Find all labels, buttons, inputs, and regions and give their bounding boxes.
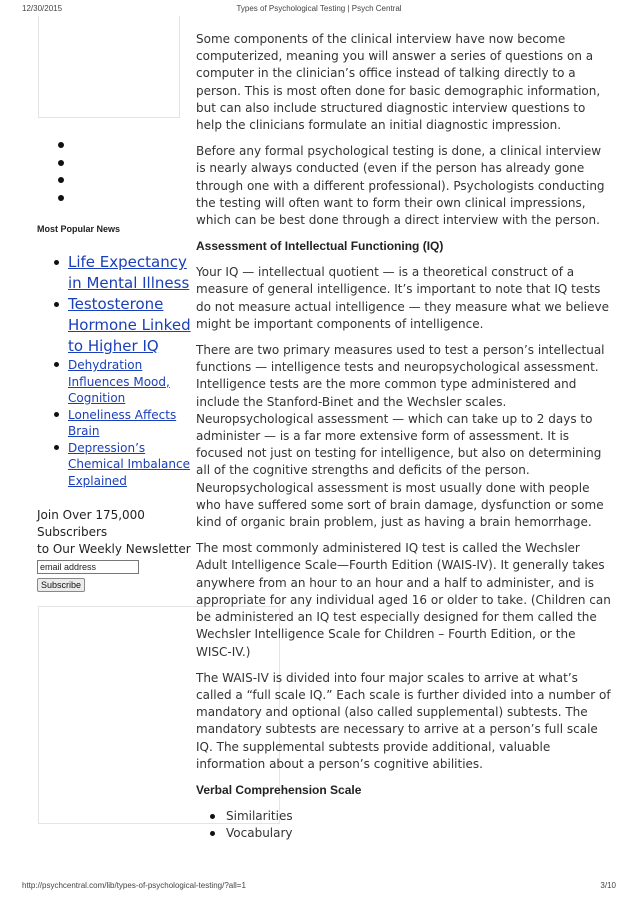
most-popular-news-list [52, 252, 192, 489]
paragraph: Your IQ — intellectual quotient — is a theoretical construct of a measure of general intelligence. It’s important to note that IQ tests do not measure actual intelligence — they measure what we believe might be important components of intelligence. [196, 265, 609, 331]
page-number: 3/10 [600, 881, 616, 890]
newsletter-line: Subscribers [37, 525, 108, 539]
list-item [52, 407, 192, 440]
paragraph: Before any formal psychological testing is done, a clinical interview is nearly always conducted (even if the person has already gone through one with a different professional). Psychologists conducting the testing will often want to form their own clinical impressions, which can be best done through a direct interview with the person. [196, 144, 605, 228]
list-item [52, 440, 192, 490]
ad-placeholder-top [38, 16, 180, 118]
list-item: Vocabulary [208, 825, 612, 842]
paragraph: Some components of the clinical interview have now become computerized, meaning you will answer a series of questions on a computer in the clinician’s office instead of talking directly to a person. This is most often done for basic demographic information, but can also include structured diagnostic interview questions to help the clinicians formulate an initial diagnostic impression. [196, 32, 601, 133]
newsletter-line: Join Over 175,000 [37, 508, 145, 522]
popular-news-link[interactable]: Depression’s Chemical Imbalance Explained [68, 440, 190, 488]
popular-news-link[interactable]: Dehydration Influences Mood, Cognition [68, 358, 170, 405]
subscribe-button[interactable]: Subscribe [37, 578, 85, 592]
list-item [52, 294, 192, 357]
print-url: http://psychcentral.com/lib/types-of-psychological-testing/?all=1 [22, 881, 246, 890]
popular-news-link[interactable]: Life Expectancy in Mental Illness [68, 253, 190, 292]
list-item: Similarities [208, 808, 612, 825]
subsection-heading: Verbal Comprehension Scale [196, 782, 362, 797]
newsletter-promo [37, 507, 191, 558]
paragraph: The most commonly administered IQ test is called the Wechsler Adult Intelligence Scale—Fourth Edition (WAIS-IV). It generally takes anywhere from an hour to an hour and a half to administer, and is appropriate for any individual aged 16 or older to take. (Children can be administered an IQ test especially designed for them called the Wechsler Intelligence Scale for Children – Fourth Edition, or the WISC-IV.) [196, 541, 611, 659]
paragraph: The WAIS-IV is divided into four major scales to arrive at what’s called a “full scale IQ.” Each scale is further divided into a number of mandatory and optional (also called supplemental) subtests. The mandatory subtests are necessary to arrive at a person’s full scale IQ. The supplemental subtests provide additional, valuable information about a person’s cognitive abilities. [196, 670, 611, 771]
popular-news-link[interactable]: Testosterone Hormone Linked to Higher IQ [68, 295, 191, 355]
print-date: 12/30/2015 [22, 4, 63, 13]
paragraph: There are two primary measures used to test a person’s intellectual functions — intelligence tests and neuropsychological assessment. Intelligence tests are the more common type administered and include the Stanford-Binet and the Wechsler scales. Neuropsychological assessment — which can take up to 2 days to administer — is a far more extensive form of assessment. It is focused not just on testing for intelligence, but also on determining all of the cognitive strengths and deficits of the person. Neuropsychological assessment is most usually done with people who have suffered some sort of brain damage, dysfunction or some kind of organic brain problem, just as having a brain hemorrhage. [196, 343, 605, 530]
section-heading: Assessment of Intellectual Functioning (IQ) [196, 239, 444, 254]
print-page-title: Types of Psychological Testing | Psych Central [236, 4, 402, 13]
list-item [52, 357, 192, 407]
newsletter-line: to Our Weekly Newsletter [37, 542, 191, 556]
popular-news-link[interactable]: Loneliness Affects Brain [68, 407, 177, 438]
list-item [52, 252, 192, 294]
email-input[interactable] [37, 560, 139, 574]
article-body [196, 31, 612, 842]
most-popular-news-heading: Most Popular News [37, 224, 121, 234]
subtest-list [196, 808, 612, 842]
